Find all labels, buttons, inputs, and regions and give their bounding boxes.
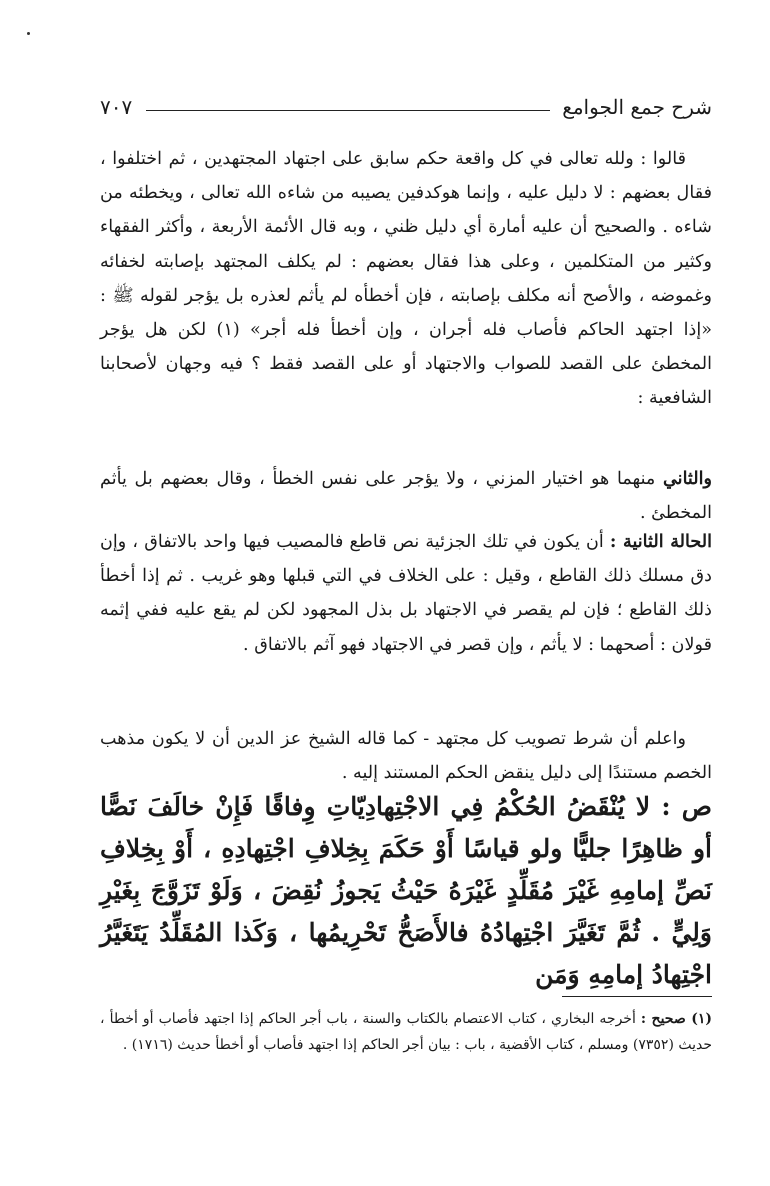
paragraph-3-lead: الحالة الثانية :	[609, 531, 712, 552]
paragraph-4: واعلم أن شرط تصويب كل مجتهد - كما قاله الشيخ عز الدين أن لا يكون مذهب الخصم مستندًا إلى دليل ينقض الحكم المستند إليه .	[100, 729, 712, 784]
footnote-rule	[562, 996, 712, 997]
book-title: شرح جمع الجوامع	[562, 95, 712, 119]
scan-speck	[27, 32, 30, 35]
paragraph-3	[100, 525, 712, 662]
page-number: ٧٠٧	[100, 95, 133, 119]
header-rule	[146, 110, 550, 111]
paragraph-3-text: أن يكون في تلك الجزئية نص قاطع فالمصيب فيها واحد بالاتفاق ، وإن دق مسلك ذلك القاطع ، وقيل : على الخلاف في التي قبلها وهو غريب . ثم إذا أخطأ ذلك القاطع ؛ فإن لم يقصر في الاجتهاد بل بذل المجهود لكن لم يقع عليه ففي إثمه قولان : أصحهما : لا يأثم ، وإن قصر في الاجتهاد فهو آثم بالاتفاق .	[100, 532, 712, 655]
matn-text: ص : لا يُنْقَضُ الحُكْمُ فِي الاجْتِهادِيّاتِ وِفاقًا فَإِنْ خالَفَ نَصًّا أو ظاهِرًا جليًّا ولو قياسًا أَوْ حَكَمَ بِخِلافِ اجْتِهادِهِ ، أَوْ بِخِلافِ نَصِّ إمامِهِ غَيْرَ مُقَلِّدٍ غَيْرَهُ حَيْثُ يَجوزُ نُقِضَ ، وَلَوْ تَزَوَّجَ بِغَيْرِ وَلِيٍّ . ثُمَّ تَغَيَّرَ اجْتِهادُهُ فالأَصَحُّ تَحْرِيمُها ، وَكَذا المُقَلِّدُ يَتَغَيَّرُ اجْتِهادُ إمامِهِ وَمَن	[100, 792, 712, 989]
footnote-text: أخرجه البخاري ، كتاب الاعتصام بالكتاب والسنة ، باب أجر الحاكم إذا اجتهد فأصاب أو أخطأ ، حديث (٧٣٥٢) ومسلم ، كتاب الأقضية ، باب : بيان أجر الحاكم إذا اجتهد فأصاب أو أخطأ حديث (١٧١٦) .	[100, 1011, 712, 1053]
paragraph-2-lead: والثاني	[663, 468, 712, 489]
paragraph-2	[100, 462, 712, 530]
paragraph-1: قالوا : ولله تعالى في كل واقعة حكم سابق على اجتهاد المجتهدين ، ثم اختلفوا ، فقال بعضهم : لا دليل عليه ، وإنما هوكدفين يصيبه من شاءه الله تعالى ، ويخطئه من شاءه . والصحيح أن عليه أمارة أي دليل ظني ، وبه قال الأئمة الأربعة ، وأكثر الفقهاء وكثير من المتكلمين ، وعلى هذا فقال بعضهم : لم يكلف المجتهد بإصابته لخفائه وغموضه ، والأصح أنه مكلف بإصابته ، فإن أخطأه لم يأثم لعذره بل يؤجر لقوله ﷺ : «إذا اجتهد الحاكم فأصاب فله أجران ، وإن أخطأ فله أجر» (١) لكن هل يؤجر المخطئ على القصد للصواب والاجتهاد أو على القصد فقط ؟ فيه وجهان لأصحابنا الشافعية :	[100, 149, 712, 409]
footnote-marker: (١) صحيح :	[640, 1011, 712, 1027]
footnote	[100, 1006, 712, 1058]
running-header	[100, 92, 712, 122]
paragraph-2-text: منهما هو اختيار المزني ، ولا يؤجر على نفس الخطأ ، وقال بعضهم بل يأثم المخطئ .	[100, 469, 712, 524]
book-page	[100, 92, 712, 1152]
